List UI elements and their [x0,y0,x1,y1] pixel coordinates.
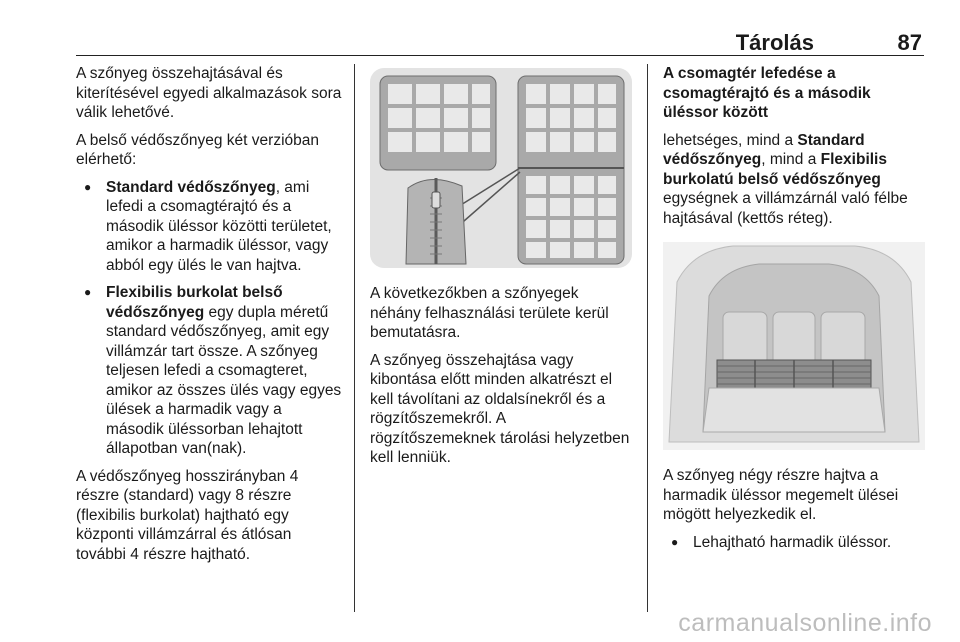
list-item: ● Lehajtható harmadik üléssor. [663,533,925,553]
text-column-3 [663,64,925,560]
term: Flexibilis burkolat belső védőszőnyeg [106,284,283,321]
zipper-icon [406,178,466,264]
mat-left-icon [380,76,496,170]
folded-mat-icon [717,360,871,388]
page-number: 87 [897,30,922,55]
paragraph: A szőnyeg összehajtásával és kiterítésével egyedi alkalmazások sora válik lehetővé. [76,65,342,121]
item-text: , ami lefedi a csomagtérajtó és a második üléssor közötti területet, amikor a harmadik üléssor, vagy abból egy ülés le van hajtva. [106,178,332,274]
text-run: egységnek a villámzárnál való félbe hajtásával (kettős réteg). [663,190,908,227]
paragraph: A védőszőnyeg hosszirányban 4 részre (standard) vagy 8 részre (flexibilis burkolat) hajtható egy központi villámzárral és átlósan további 4 részre hajtható. [76,467,299,563]
text-column-1 [76,64,342,572]
item-text: egy dupla méretű standard védőszőnyeg, amit egy villámzár tart össze. A szőnyeg teljesen lefedi a csomagteret, amikor az összes ülés vagy egyes ülések a harmadik vagy a második üléssorban lehajtott állapotban van(nak). [106,303,342,457]
bullet-list [76,178,342,459]
term: Standard védőszőnyeg [663,131,865,168]
section-title: Tárolás [735,30,814,55]
header-rule [76,55,924,56]
term: Flexibilis burkolatú belső védőszőnyeg [663,151,887,188]
text-run: lehetséges, mind a [663,131,798,149]
column-divider [647,64,648,612]
column-divider [354,64,355,612]
page-header [76,26,924,56]
cargo-area-illustration [663,242,925,450]
watermark: carmanualsonline.info [678,609,932,637]
paragraph: A szőnyeg összehajtása vagy kibontása előtt minden alkatrészt el kell távolítani az oldalsínekről és a rögzítőszemekről. A rögzítőszemeknek tárolási helyzetben kell lenniük. [370,351,630,466]
list-item [76,178,342,276]
subheading: A csomagtér lefedése a csomagtérajtó és a második üléssor között [663,65,871,121]
mat-right-icon [518,76,624,264]
term: Standard védőszőnyeg [106,178,276,196]
paragraph: A belső védőszőnyeg két verzióban elérhető: [76,131,319,168]
paragraph: A szőnyeg négy részre hajtva a harmadik üléssor megemelt ülései mögött helyezkedik el. [663,467,899,523]
paragraph: A következőkben a szőnyegek néhány felhasználási területe kerül bemutatásra. [370,285,609,341]
paragraph [663,131,925,229]
text-run: , mind a [761,151,821,168]
bullet-list [663,533,925,553]
list-item [76,283,342,459]
text-column-2 [370,64,632,476]
load-floor-mat-illustration [370,68,632,268]
